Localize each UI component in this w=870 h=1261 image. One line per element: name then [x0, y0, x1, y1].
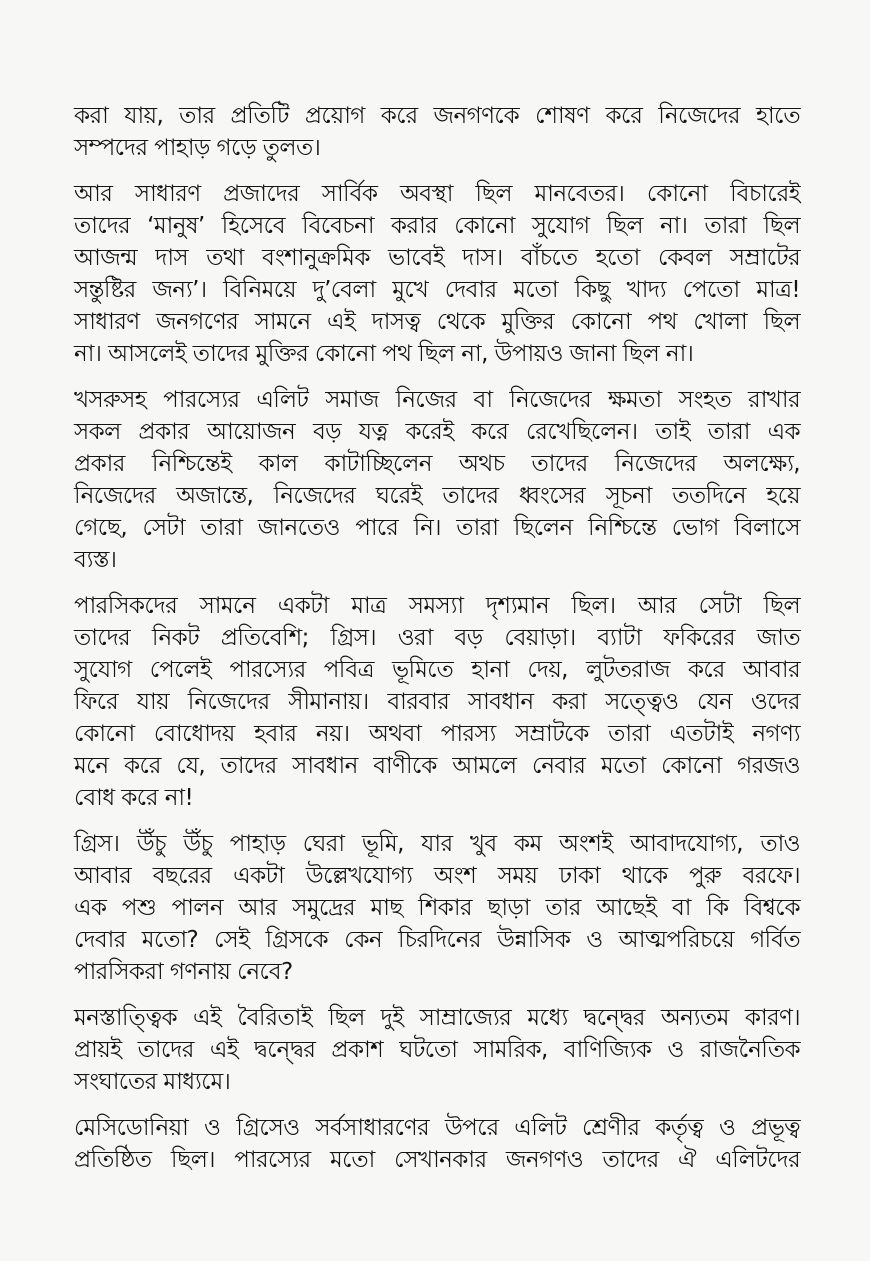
text-line: নিজেদের অজান্তে, নিজেদের ঘরেই তাদের ধ্বংসের সূচনা ততদিনে হয়ে — [74, 483, 800, 509]
text-line: খসরুসহ পারস্যের এলিট সমাজ নিজের বা নিজেদের ক্ষমতা সংহত রাখার — [74, 387, 800, 413]
text-line: সকল প্রকার আয়োজন বড় যত্ন করেই করে রেখেছিলেন। তাই তারা এক — [74, 419, 800, 445]
text-line: সম্পদের পাহাড় গড়ে তুলত। — [74, 135, 321, 161]
paragraph-5 — [74, 828, 800, 988]
text-line: আজন্ম দাস তথা বংশানুক্রমিক ভাবেই দাস। বাঁচতে হতো কেবল সম্রাটের — [74, 245, 800, 271]
text-line: না। আসলেই তাদের মুক্তির কোনো পথ ছিল না, উপায়ও জানা ছিল না। — [74, 341, 694, 367]
text-line: প্রতিষ্ঠিত ছিল। পারস্যের মতো সেখানকার জনগণও তাদের ঐ এলিটদের — [74, 1147, 800, 1173]
text-line: বোধ করে না! — [74, 785, 194, 811]
text-line: আবার বছরের একটা উল্লেখযোগ্য অংশ সময় ঢাকা থাকে পুরু বরফে। — [74, 863, 800, 889]
text-line: পারসিকদের সামনে একটা মাত্র সমস্যা দৃশ্যমান ছিল। আর সেটা ছিল — [74, 593, 800, 619]
text-line: আর সাধারণ প্রজাদের সার্বিক অবস্থা ছিল মানবেতর। কোনো বিচারেই — [74, 181, 800, 207]
text-line: মনস্তাত্ত্বিক এই বৈরিতাই ছিল দুই সাম্রাজ্যের মধ্যে দ্বন্দ্বের অন্যতম কারণ। — [74, 1005, 800, 1031]
paragraph-1 — [74, 100, 800, 164]
text-line: পারসিকরা গণনায় নেবে? — [74, 959, 293, 985]
text-line: প্রায়ই তাদের এই দ্বন্দ্বের প্রকাশ ঘটতো সামরিক, বাণিজ্যিক ও রাজনৈতিক — [74, 1037, 800, 1063]
text-line: করা যায়, তার প্রতিটি প্রয়োগ করে জনগণকে শোষণ করে নিজেদের হাতে — [74, 103, 800, 129]
text-line: তাদের ‘মানুষ’ হিসেবে বিবেচনা করার কোনো সুযোগ ছিল না। তারা ছিল — [74, 213, 800, 239]
text-line: গেছে, সেটা তারা জানতেও পারে নি। তারা ছিলেন নিশ্চিন্তে ভোগ বিলাসে — [74, 515, 800, 541]
paragraph-2 — [74, 178, 800, 370]
text-line: ব্যস্ত। — [74, 547, 117, 573]
text-line: সন্তুষ্টির জন্য’। বিনিময়ে দু’বেলা মুখে দেবার মতো কিছু খাদ্য পেতো মাত্র! — [74, 277, 800, 303]
text-line: সাধারণ জনগণের সামনে এই দাসত্ব থেকে মুক্তির কোনো পথ খোলা ছিল — [74, 309, 800, 335]
text-line: মনে করে যে, তাদের সাবধান বাণীকে আমলে নেবার মতো কোনো গরজও — [74, 753, 800, 779]
text-line: প্রকার নিশ্চিন্তেই কাল কাটাচ্ছিলেন অথচ তাদের নিজেদের অলক্ষ্যে, — [74, 451, 800, 477]
text-line: ফিরে যায় নিজেদের সীমানায়। বারবার সাবধান করা সত্ত্বেও যেন ওদের — [74, 689, 800, 715]
text-line: গ্রিস। উঁচু উঁচু পাহাড় ঘেরা ভূমি, যার খুব কম অংশই আবাদযোগ্য, তাও — [74, 831, 800, 857]
paragraph-6 — [74, 1002, 800, 1098]
text-line: কোনো বোধোদয় হবার নয়। অথবা পারস্য সম্রাটকে তারা এতটাই নগণ্য — [74, 721, 800, 747]
paragraph-4 — [74, 590, 800, 814]
text-line: মেসিডোনিয়া ও গ্রিসেও সর্বসাধারণের উপরে এলিট শ্রেণীর কর্তৃত্ব ও প্রভূত্ব — [74, 1115, 800, 1141]
paragraph-7 — [74, 1112, 800, 1176]
text-line: দেবার মতো? সেই গ্রিসকে কেন চিরদিনের উন্নাসিক ও আত্মপরিচয়ে গর্বিত — [74, 927, 800, 953]
text-line: সংঘাতের মাধ্যমে। — [74, 1069, 231, 1095]
text-line: সুযোগ পেলেই পারস্যের পবিত্র ভূমিতে হানা দেয়, লুটতরাজ করে আবার — [74, 657, 800, 683]
text-line: তাদের নিকট প্রতিবেশি; গ্রিস। ওরা বড় বেয়াড়া। ব্যাটা ফকিরের জাত — [74, 625, 800, 651]
text-line: এক পশু পালন আর সমুদ্রের মাছ শিকার ছাড়া তার আছেই বা কি বিশ্বকে — [74, 895, 800, 921]
paragraph-3 — [74, 384, 800, 576]
